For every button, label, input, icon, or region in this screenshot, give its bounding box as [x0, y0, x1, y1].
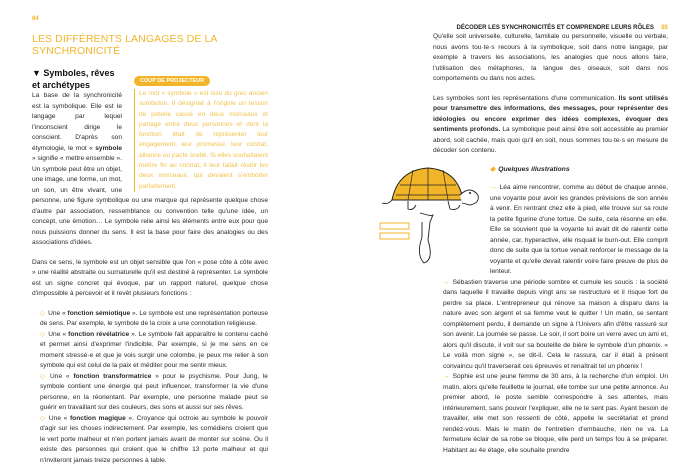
callout-text: Le mot « symbole » est issu du grec ancien sumbolon. Il désignait à l'origine un tesson de poterie cassé en deux morceaux et partagé entre deux personnes et dont la fonction était de représenter leur engagement, leur promesse, leur contrat, alliance ou pacte scellé. Si elles souhaitaient mettre fin au contrat, il leur fallait réunir les deux morceaux, qui devaient s'emboîter parfaitement. — [134, 89, 268, 192]
arrow-right-icon: → — [490, 184, 497, 191]
diamond-bullet-icon: ◆ — [490, 166, 495, 173]
body-left — [32, 258, 268, 466]
intro-text-end: » signifie « mettre ensemble ». Un symbole peut être un objet, une image, une forme, un mot, un son, un être vivant, une personne, une figure symbolique ou une marque qui représente quelque chose d'autre par association, ressemblance ou convention telle qu'une idée, un concept, une émotion… Le symbole relie ainsi les éléments entre eux pour que nous puissions donner du sens. Il est la base pour faire des analogies ou des associations d'idées. — [32, 155, 268, 246]
paragraph: Dans ce sens, le symbole est un objet sensible que l'on « pose côte à côte avec » une réalité abstraite ou surnaturelle qu'il est destiné à représenter. Le symbole est un signe concret qui évoque, par un rapport naturel, quelque chose d'impossible à percevoir et il revêt plusieurs fonctions : — [32, 258, 268, 300]
arrow-right-icon: → — [443, 373, 450, 380]
diamond-bullet-icon: ◇ — [40, 373, 47, 380]
diamond-bullet-icon: ◇ — [40, 331, 45, 338]
list-item: ◇ Une « fonction transformatrice » pour le psychisme. Pour Jung, le symbole contient une énergie qui peut influencer, transformer la vie d'une personne, en la réorientant. Par exemple, une personne malade peut se guérir en travaillant sur des couleurs, des sons et aussi sur ses rêves. — [40, 372, 268, 414]
diamond-bullet-icon: ◇ — [40, 415, 46, 422]
right-page-body — [433, 32, 668, 456]
example-sebastien: → Sébastien traverse une période sombre et cumule les soucis : la société dans laquelle il travaille depuis vingt ans se restructure et il risque fort de perdre sa place. L'entrepreneur qui rénove sa maison a disparu dans la nature avec son argent et sa femme veut le quitter ! Un matin, se sentant complètement perdu, il demande un signe à l'Univers afin d'être rassuré sur son avenir. La journée se passe. Le soir, il sort boire un verre avec un ami et, alors qu'il discute, il voit sur sa bouteille de bière le symbole d'un phœnix. « Le voilà mon signe », se dit-il. Cela le rassura, car il était à présent convaincu qu'il traverserait ces épreuves et renaîtrait tel un phœnix ! — [443, 278, 668, 373]
chapter-title: LES DIFFÉRENTS LANGAGES DE LA SYNCHRONICITÉ — [32, 33, 268, 57]
paragraph: Qu'elle soit universelle, culturelle, familiale ou personnelle, visuelle ou verbale, nous avons tou·te·s recours à la symbolique, soit dans notre langage, par exemple à travers les associations, les analogies que nous allons faire, l'utilisation des métaphores, la langue des oiseaux, soit dans nos comportements ou dans nos actes. — [433, 32, 668, 85]
illustration-float — [433, 165, 490, 277]
left-page-body — [32, 33, 268, 466]
illustrations-heading: ◆ Quelques illustrations — [433, 165, 668, 176]
illustrations-section — [433, 165, 668, 457]
list-item: ◇ Une « fonction révélatrice ». Le symbole fait apparaître le contenu caché et permet ainsi d'exprimer l'indicible. Par exemple, si je me sens en ce moment stressé·e et que je vois surgir une colombe, je peux me relier à son symbole qui est celui de la paix et méditer pour me sentir mieux. — [40, 330, 268, 372]
arrow-right-icon: → — [443, 279, 450, 286]
list-item: ◇ Une « fonction sémiotique ». Le symbole est une représentation porteuse de sens. Par exemple, le symbole de la croix a une connotation religieuse. — [40, 309, 268, 330]
callout-box — [134, 69, 268, 192]
intro-text: La base de la synchronicité est la symbolique. Elle est le langage par lequel l'inconscient dirige le conscient. D'après son étymologie, le mot « — [32, 92, 122, 152]
page-number-left: 84 — [32, 16, 39, 22]
examples-list — [433, 278, 668, 457]
section-title: ▼ Symboles, rêves et archétypes — [32, 67, 268, 91]
intro-bold: symbole — [95, 145, 122, 152]
page-number-right: 85 — [661, 25, 668, 31]
example-lea: → Léa aime rencontrer, comme au début de chaque année, une voyante pour avoir les grandes prévisions de son année à venir. En rentrant chez elle à pied, elle trouve sur sa route la petite figurine d'une tortue. De suite, cela résonne en elle. Elle se souvient que la voyante lui avait dit de ralentir cette année, car, hyperactive, elle risquait le burn-out. Elle comprit donc de suite que la tortue venait renforcer le message de la voyante et qu'elle devait ralentir voire faire preuve de plus de lenteur. — [433, 183, 668, 278]
diamond-bullet-icon: ◇ — [40, 310, 45, 317]
example-sophie: → Sophie est une jeune femme de 30 ans, à la recherche d'un emploi. Un matin, alors qu'elle feuillette le journal, elle tombe sur une petite annonce. Au premier abord, le poste semble correspondre à ses attentes, mais intérieurement, sans pouvoir l'expliquer, elle ne le sent pas. Ayant besoin de travailler, elle met son ressenti de côté, appelle le secrétariat et prend rendez-vous. Mais le matin de l'entretien d'embauche, rien ne va. La fermeture éclair de sa robe se bloque, elle perd un temps fou à se préparer. Habitant au 4e étage, elle souhaite prendre — [443, 372, 668, 456]
callout-badge: COUP DE PROJECTEUR — [134, 76, 210, 86]
functions-list — [32, 309, 268, 466]
paragraph: Les symboles sont les représentations d'une communication. Ils sont utilisés pour transmettre des informations, des messages, pour représenter des idéologies ou encore exprimer des idées complexes, évoquer des sentiments profonds. La symbolique peut ainsi être soit accessible au premier abord, soit cachée, mais quoi qu'il en soit, nous sommes tou·te·s en mesure de décoder son contenu. — [433, 94, 668, 157]
list-item: ◇ Une « fonction magique ». Croyance qui octroie au symbole le pouvoir d'agir sur les choses indirectement. Par exemple, les comédiens croient que le vert porte malheur et n'en portent jamais avant de monter sur scène. Ou il existe des personnes qui croient que le chiffre 13 porte malheur et qui n'inviteront jamais treize personnes à table. — [40, 414, 268, 466]
running-head-title: DÉCODER LES SYNCHRONICITÉS ET COMPRENDRE LEURS RÔLES — [457, 25, 654, 31]
turtle-hand-illustration — [378, 165, 488, 275]
